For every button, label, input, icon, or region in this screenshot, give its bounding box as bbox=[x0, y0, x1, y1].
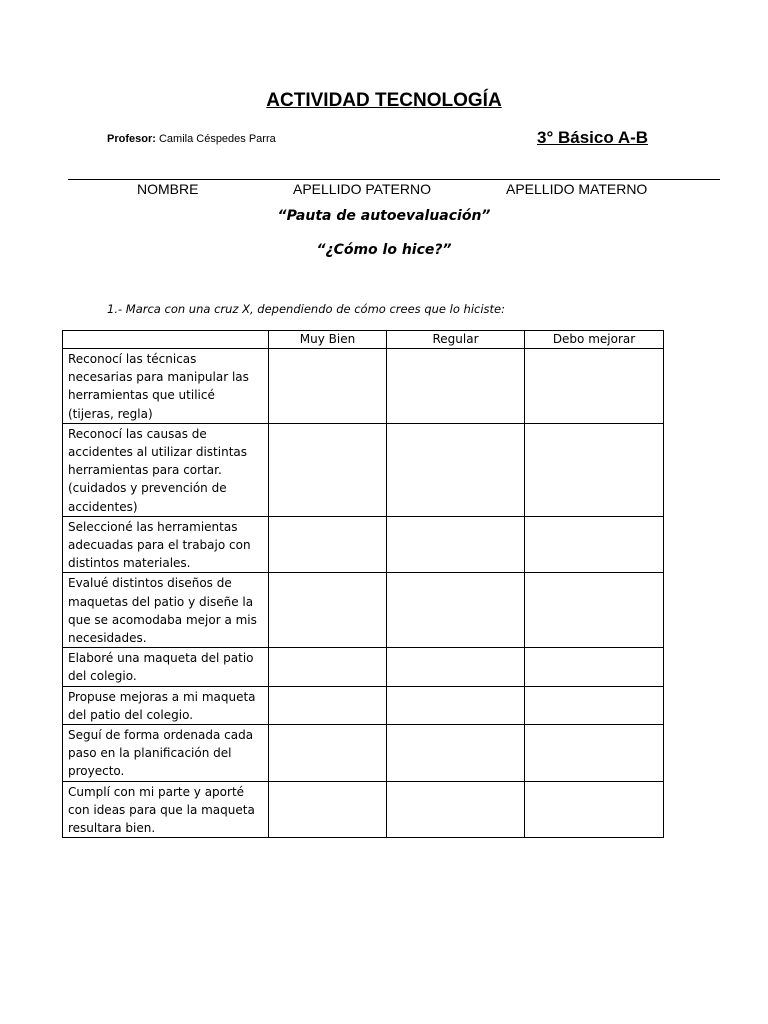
table-row bbox=[63, 573, 664, 648]
header-apellido-materno: APELLIDO MATERNO bbox=[506, 181, 648, 197]
table-row bbox=[63, 516, 664, 573]
debo-mejorar-cell[interactable] bbox=[525, 423, 664, 516]
criterion-cell: Reconocí las causas de accidentes al utilizar distintas herramientas para cortar. (cuidados y prevención de accidentes) bbox=[63, 423, 269, 516]
muy-bien-cell[interactable] bbox=[269, 686, 387, 724]
regular-cell[interactable] bbox=[387, 423, 525, 516]
table-row bbox=[63, 648, 664, 686]
regular-cell[interactable] bbox=[387, 725, 525, 782]
table-row bbox=[63, 686, 664, 724]
debo-mejorar-cell[interactable] bbox=[525, 648, 664, 686]
grade-label: 3° Básico A-B bbox=[537, 128, 649, 147]
debo-mejorar-cell[interactable] bbox=[525, 573, 664, 648]
regular-cell[interactable] bbox=[387, 349, 525, 424]
debo-mejorar-cell[interactable] bbox=[525, 686, 664, 724]
regular-cell[interactable] bbox=[387, 516, 525, 573]
muy-bien-cell[interactable] bbox=[269, 573, 387, 648]
criterion-cell: Propuse mejoras a mi maqueta del patio del colegio. bbox=[63, 686, 269, 724]
criterion-cell: Elaboré una maqueta del patio del colegio. bbox=[63, 648, 269, 686]
muy-bien-cell[interactable] bbox=[269, 648, 387, 686]
criterion-cell: Seguí de forma ordenada cada paso en la planificación del proyecto. bbox=[63, 725, 269, 782]
criterion-cell: Evalué distintos diseños de maquetas del patio y diseñe la que se acomodaba mejor a mis necesidades. bbox=[63, 573, 269, 648]
teacher-label: Profesor: bbox=[107, 133, 156, 145]
header-muy-bien: Muy Bien bbox=[269, 331, 387, 349]
name-line bbox=[68, 179, 720, 180]
table-row bbox=[63, 423, 664, 516]
document-title: ACTIVIDAD TECNOLOGÍA bbox=[266, 90, 502, 111]
table-row bbox=[63, 349, 664, 424]
evaluation-table bbox=[62, 330, 664, 838]
criterion-cell: Seleccioné las herramientas adecuadas para el trabajo con distintos materiales. bbox=[63, 516, 269, 573]
criterion-cell: Cumplí con mi parte y aporté con ideas para que la maqueta resultara bien. bbox=[63, 781, 269, 838]
muy-bien-cell[interactable] bbox=[269, 725, 387, 782]
subtitle: “Pauta de autoevaluación” bbox=[277, 208, 491, 224]
header-regular: Regular bbox=[387, 331, 525, 349]
table-header-row bbox=[63, 331, 664, 349]
header-debo-mejorar: Debo mejorar bbox=[525, 331, 664, 349]
debo-mejorar-cell[interactable] bbox=[525, 516, 664, 573]
muy-bien-cell[interactable] bbox=[269, 781, 387, 838]
debo-mejorar-cell[interactable] bbox=[525, 349, 664, 424]
regular-cell[interactable] bbox=[387, 648, 525, 686]
regular-cell[interactable] bbox=[387, 686, 525, 724]
debo-mejorar-cell[interactable] bbox=[525, 781, 664, 838]
header-apellido-paterno: APELLIDO PATERNO bbox=[293, 181, 431, 197]
regular-cell[interactable] bbox=[387, 573, 525, 648]
teacher-name: Camila Céspedes Parra bbox=[158, 133, 276, 145]
muy-bien-cell[interactable] bbox=[269, 349, 387, 424]
instruction: 1.- Marca con una cruz X, dependiendo de cómo crees que lo hiciste: bbox=[107, 302, 505, 316]
header-criterion bbox=[63, 331, 269, 349]
regular-cell[interactable] bbox=[387, 781, 525, 838]
header-nombre: NOMBRE bbox=[137, 181, 199, 197]
teacher-line bbox=[107, 133, 276, 145]
criterion-cell: Reconocí las técnicas necesarias para manipular las herramientas que utilicé (tijeras, regla) bbox=[63, 349, 269, 424]
question-title: “¿Cómo lo hice?” bbox=[316, 242, 452, 258]
table-row bbox=[63, 781, 664, 838]
table-row bbox=[63, 725, 664, 782]
muy-bien-cell[interactable] bbox=[269, 516, 387, 573]
muy-bien-cell[interactable] bbox=[269, 423, 387, 516]
debo-mejorar-cell[interactable] bbox=[525, 725, 664, 782]
